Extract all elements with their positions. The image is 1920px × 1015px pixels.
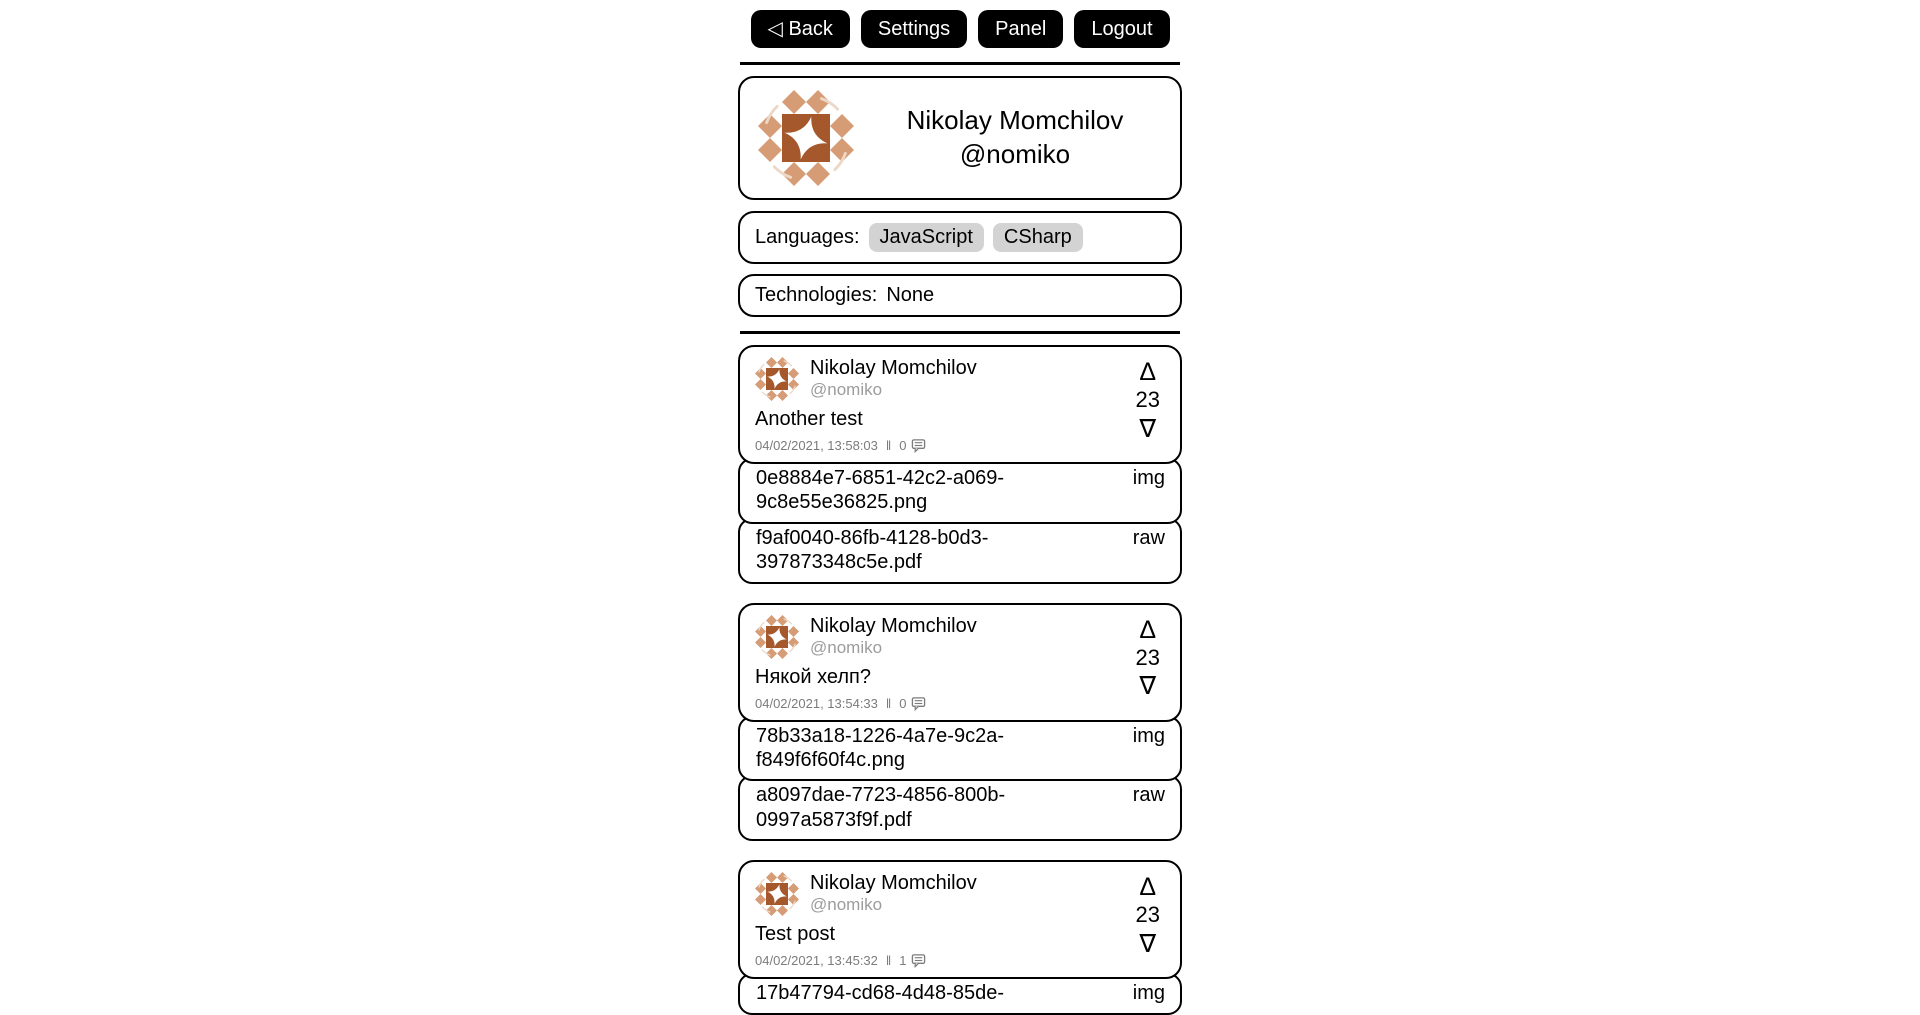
post-author: Nikolay Momchilov (810, 872, 977, 895)
post-group (738, 860, 1182, 1014)
comment-bubble-icon (911, 696, 926, 711)
logout-button[interactable]: Logout (1074, 10, 1169, 48)
post-votes (1130, 615, 1168, 711)
attachment-row[interactable] (738, 775, 1182, 841)
post-card[interactable] (738, 603, 1182, 722)
main-column (738, 0, 1182, 1015)
technologies-label: Technologies: (755, 284, 878, 306)
vote-count: 23 (1135, 902, 1160, 928)
comment-count: 0 (899, 695, 907, 711)
post-main (755, 872, 1130, 968)
comment-count-wrap (899, 438, 925, 453)
attachment-row[interactable] (738, 458, 1182, 524)
attachment-filename: a8097dae-7723-4856-800b-0997a5873f9f.pdf (756, 784, 1006, 831)
attachment-filename: 78b33a18-1226-4a7e-9c2a-f849f6f60f4c.png (756, 724, 1004, 771)
meta-separator: ‖ (885, 695, 892, 711)
attachment-filename: 0e8884e7-6851-42c2-a069-9c8e55e36825.png (756, 467, 1004, 514)
meta-separator: ‖ (885, 438, 892, 453)
toolbar (738, 10, 1182, 48)
language-tag-javascript: JavaScript (869, 223, 984, 252)
attachment-row[interactable] (738, 973, 1182, 1014)
post-header (755, 615, 1130, 659)
attachment-type: img (1132, 467, 1165, 489)
attachment-type: raw (1132, 784, 1165, 807)
post-card[interactable] (738, 860, 1182, 979)
comment-count-wrap (899, 953, 925, 968)
post-card[interactable] (738, 345, 1182, 464)
post-header (755, 357, 1130, 401)
post-username: @nomiko (810, 637, 883, 657)
attachment-type: img (1132, 724, 1165, 747)
post-title: Test post (755, 923, 836, 946)
post-title: Another test (755, 408, 863, 430)
back-button[interactable]: ◁ Back (751, 10, 850, 48)
post-meta (755, 438, 1130, 453)
post-votes (1130, 357, 1168, 453)
post-author: Nikolay Momchilov (810, 357, 977, 380)
profile-name: Nikolay Momchilov (906, 105, 1124, 136)
comment-count-wrap (899, 696, 925, 711)
upvote-button[interactable]: Δ (1139, 615, 1157, 644)
attachment-type: raw (1132, 526, 1165, 549)
profile-username: @nomiko (959, 139, 1071, 169)
comment-bubble-icon (911, 953, 926, 968)
post-main (755, 615, 1130, 711)
post-meta (755, 696, 1130, 711)
post-author: Nikolay Momchilov (810, 614, 977, 637)
post-author-block (810, 872, 977, 915)
vote-count: 23 (1135, 387, 1160, 413)
post-author-block (810, 357, 977, 400)
post-author-block (810, 615, 977, 658)
post-group (738, 345, 1182, 584)
upvote-button[interactable]: Δ (1139, 358, 1157, 386)
post-avatar-identicon-icon (755, 615, 799, 659)
post-avatar-identicon-icon (755, 357, 799, 401)
post-username: @nomiko (810, 895, 883, 915)
attachment-filename: 17b47794-cd68-4d48-85de- (756, 982, 1004, 1005)
attachment-row[interactable] (738, 518, 1182, 584)
attachment-filename: f9af0040-86fb-4128-b0d3-397873348c5e.pdf (756, 526, 989, 574)
post-group (738, 603, 1182, 842)
languages-label: Languages: (755, 226, 860, 248)
languages-card (738, 211, 1182, 264)
technologies-value: None (886, 284, 935, 306)
post-timestamp: 04/02/2021, 13:58:03 (755, 438, 878, 453)
settings-button[interactable]: Settings (861, 10, 967, 48)
post-title: Някой хелп? (755, 665, 871, 688)
comment-count: 0 (899, 438, 907, 453)
post-main (755, 357, 1130, 453)
downvote-button[interactable]: ∇ (1139, 929, 1157, 958)
post-header (755, 872, 1130, 916)
vote-count: 23 (1135, 644, 1160, 670)
downvote-button[interactable]: ∇ (1139, 414, 1157, 443)
technologies-card (738, 274, 1182, 317)
attachment-row[interactable] (738, 716, 1182, 782)
panel-button[interactable]: Panel (978, 10, 1063, 48)
post-timestamp: 04/02/2021, 13:45:32 (755, 953, 878, 969)
profile-avatar-identicon-icon (758, 90, 854, 186)
language-tag-csharp: CSharp (993, 223, 1083, 252)
downvote-button[interactable]: ∇ (1139, 672, 1157, 701)
post-meta (755, 953, 1130, 968)
post-username: @nomiko (810, 380, 883, 400)
comment-bubble-icon (911, 438, 926, 453)
profile-card (738, 76, 1182, 200)
comment-count: 1 (899, 953, 907, 969)
upvote-button[interactable]: Δ (1139, 873, 1157, 902)
divider-posts (740, 331, 1180, 334)
meta-separator: ‖ (885, 953, 892, 969)
post-avatar-identicon-icon (755, 872, 799, 916)
profile-names (868, 104, 1162, 172)
attachment-type: img (1132, 982, 1165, 1005)
post-votes (1130, 872, 1168, 968)
post-timestamp: 04/02/2021, 13:54:33 (755, 695, 878, 711)
divider-top (740, 62, 1180, 65)
